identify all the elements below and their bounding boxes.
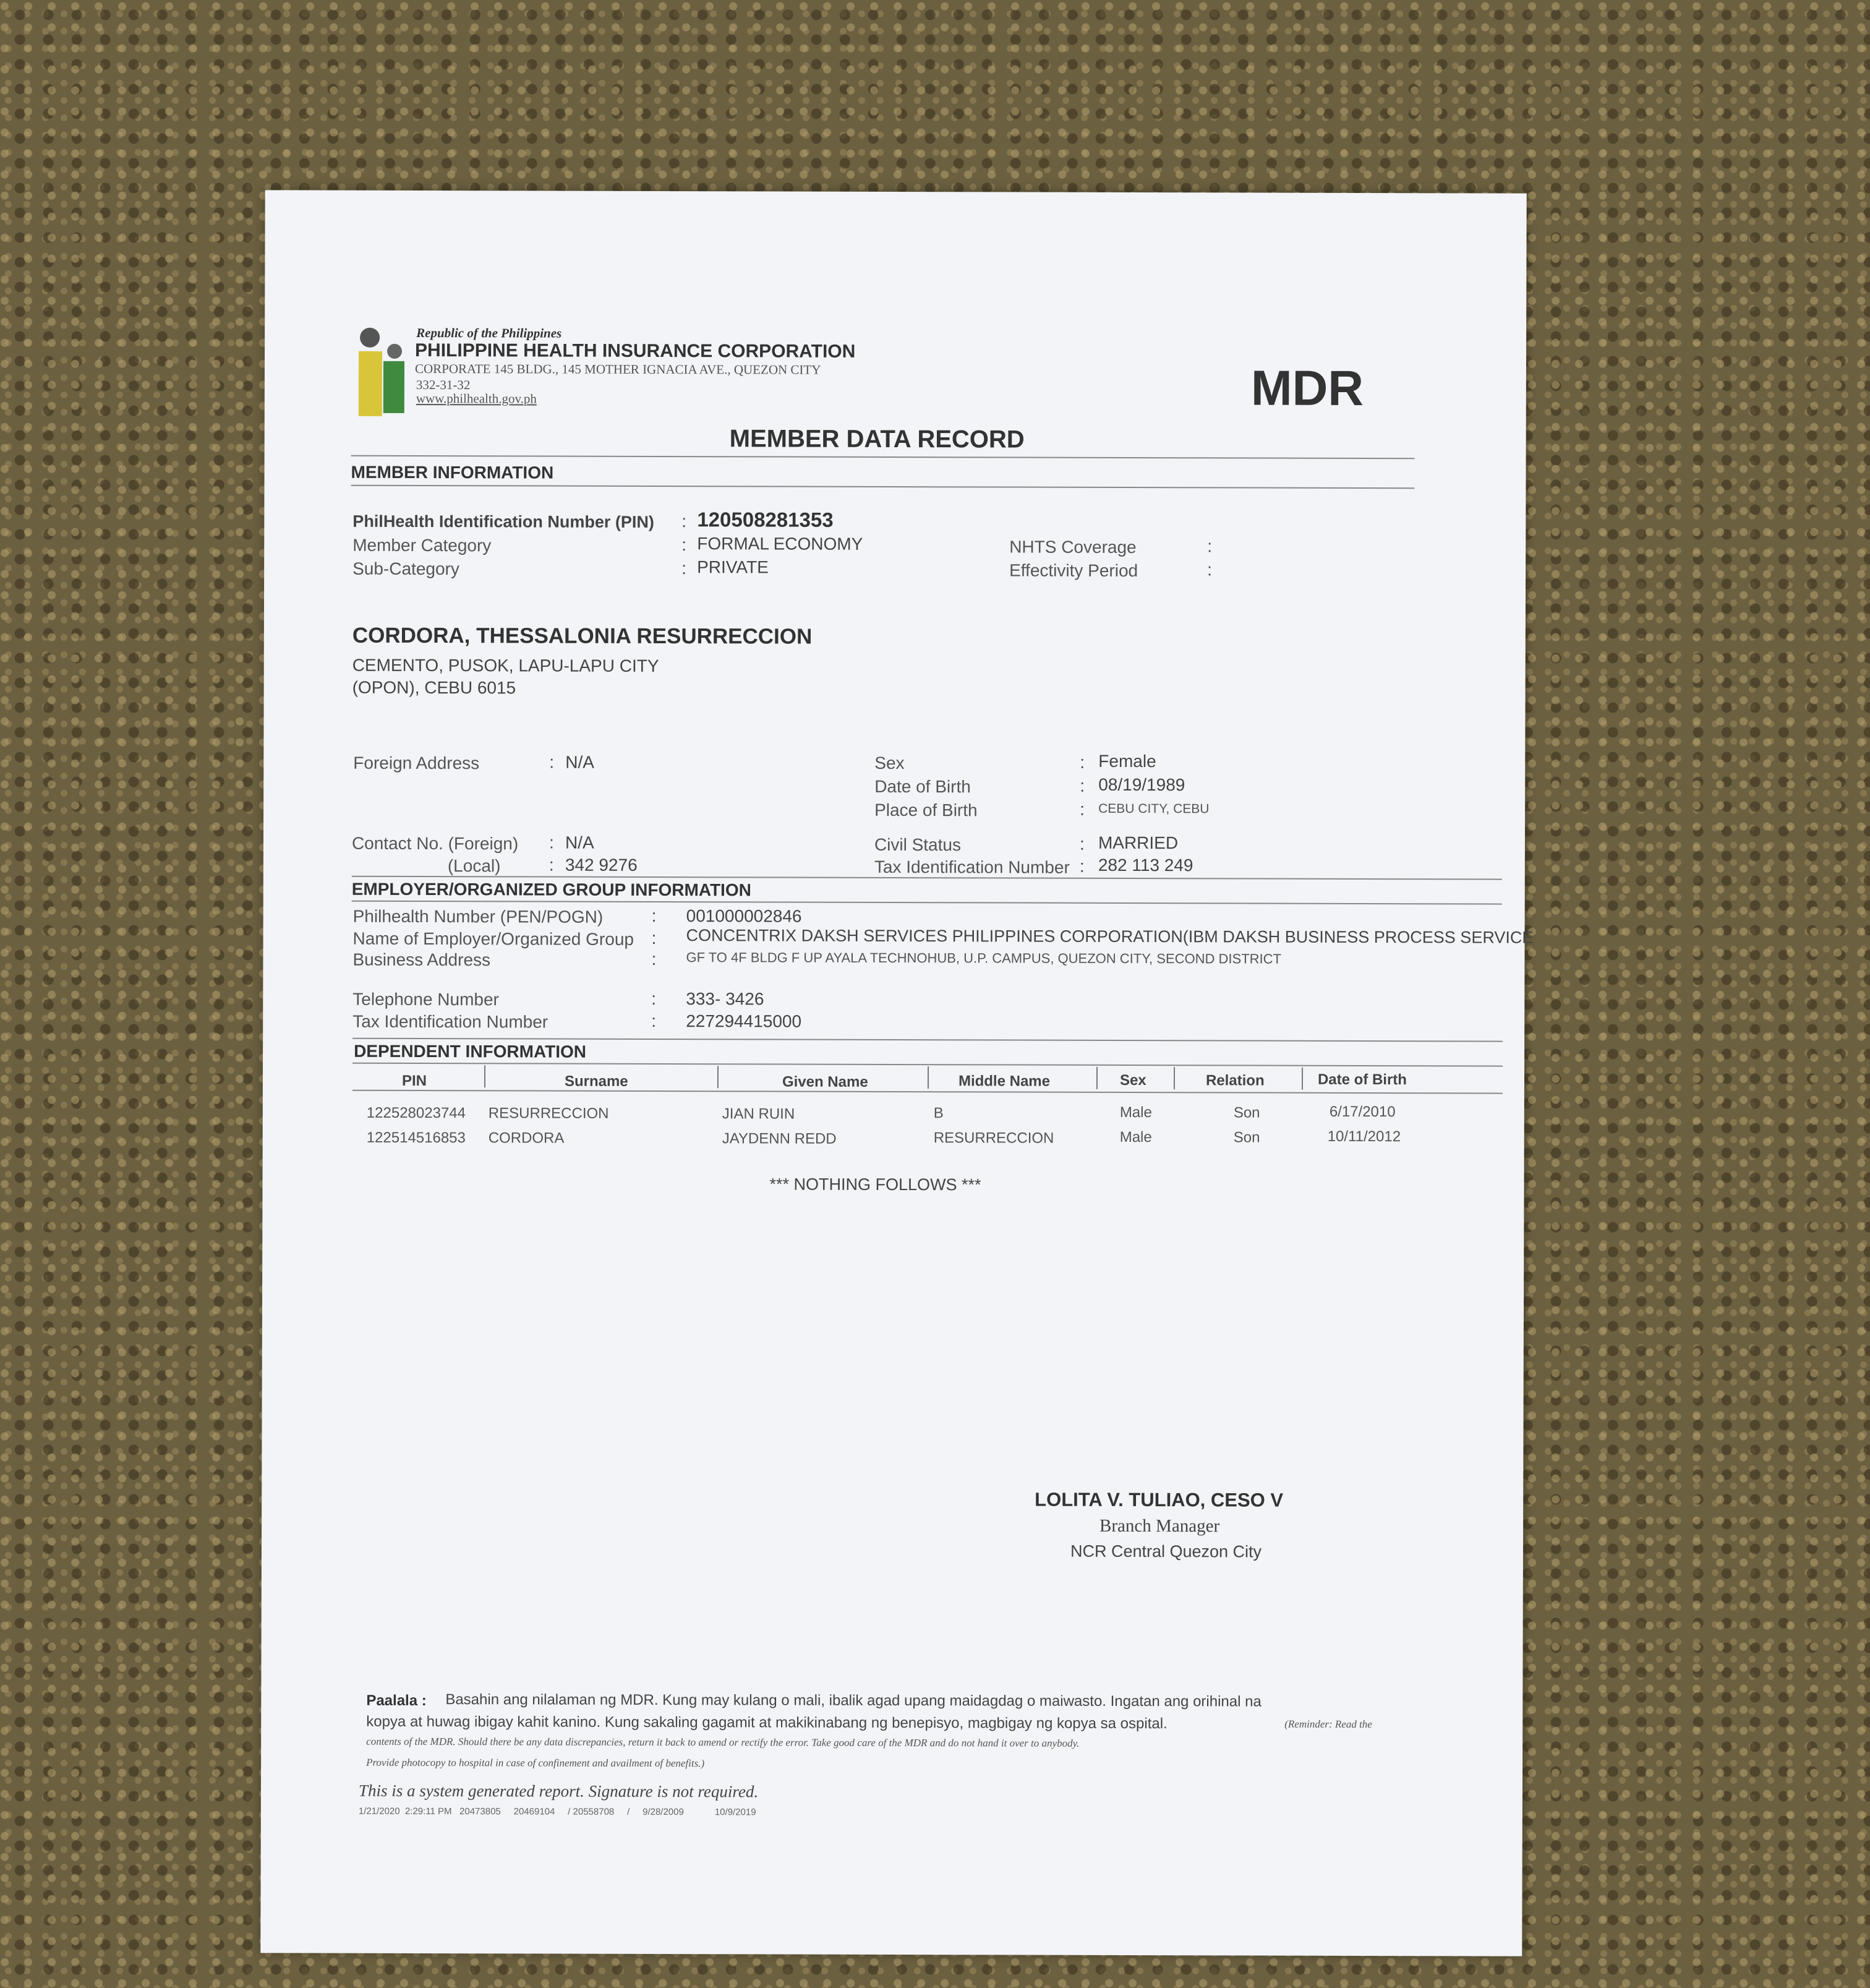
signatory-name: LOLITA V. TULIAO, CESO V [1035, 1488, 1284, 1511]
dependent-sex: Male [1119, 1128, 1152, 1146]
member-tin: 282 113 249 [1098, 855, 1193, 875]
column-header: Surname [564, 1073, 628, 1090]
subcategory-label: Sub-Category [352, 559, 459, 579]
column-divider [1096, 1067, 1098, 1089]
employer-tin-label: Tax Identification Number [352, 1011, 549, 1032]
dependent-dob: 10/11/2012 [1327, 1128, 1401, 1146]
dependent-middle-name: RESURRECCION [933, 1129, 1054, 1147]
member-address-line1: CEMENTO, PUSOK, LAPU-LAPU CITY [352, 655, 659, 676]
member-category: FORMAL ECONOMY [697, 534, 863, 554]
column-divider [928, 1066, 929, 1089]
reminder-label: Paalala : [366, 1692, 427, 1710]
dependent-given-name: JAYDENN REDD [722, 1130, 837, 1147]
column-header: Middle Name [958, 1073, 1051, 1090]
nothing-follows: *** NOTHING FOLLOWS *** [769, 1175, 981, 1194]
business-address-label: Business Address [352, 949, 491, 970]
dob-label: Date of Birth [874, 776, 971, 797]
member-pin: 120508281353 [697, 508, 834, 531]
document-page: Republic of the Philippines PHILIPPINE HEALTH INSURANCE CORPORATION CORPORATE 145 BLDG., 145 MOTHER IGNACIA AVE., QUEZON CITY 332-31-32 www.philhealth.gov.ph MDR MEMBER DATA RECORD MEMBER INFORMATION PhilHealth Identification Number (PIN) : 120508281353 Member Category : FORMAL ECONOMY Sub-Category : PRIVATE NHTS Coverage : Effectivity Period : CORDORA, THESSALONIA RESURRECCION CEMENTO, PUSOK, LAPU-LAPU CITY (OPON), CEBU 6015 Foreign Address : N/A Sex : Female Date of Birth : 08/19/1989 Place of Birth : CEBU CITY, CEBU Contact No. (Foreign) : N/A (Local) : 342 9276 Civil Status : MARRIED Tax Identification Number : 282 113 249 EMPLOYER/ORGANIZED GROUP INFORMATION Philhealth Number (PEN/POGN) : 001000002846 Name of Employer/Organized Group : CONCENTRIX DAKSH SERVICES PHILIPPINES CORPORATION(IBM DAKSH BUSINESS PROCESS SERVICE Business Address : GF TO 4F BLDG F UP AYALA TECHNOHUB, U.P. CAMPUS, QUEZON CITY, SECOND DISTRICT Telephone Number : 333- 3426 Tax Identification Number : 227294415000 DEPENDENT INFORMATION PIN Surname Given Name Middle Name Sex Relation Date of Birth 122528023744 RESURRECCION JIAN RUIN B Male Son 6/17/2010 122514516853 CORDORA JAYDENN REDD RESURRECCION Male Son 10/11/2012 *** NOTHING FOLLOWS *** LOLITA V. TULIAO, CESO V Branch Manager NCR Central Quezon City Paalala : Basahin ang nilalaman ng MDR. Kung may kulang o mali, ibalik agad upang maidagdag o maiwasto. Ingatan ang orihinal na kopya at huwag ibigay kahit kanino. Kung sakaling gagamit at makikinabang ng benepisyo, magbigay ng kopya sa ospital. (Reminder: Read the contents of the MDR. Should there be any data discrepancies, return it back to amend or rectify the error. Take good care of the MDR and do not hand it over to anybody. Provide photocopy to hospital in case of confinement and availment of benefits.) This is a system generated report. Signature is not required. 1/21/2020 2:29:11 PM 20473805 20469104 / 20558708 / 9/28/2009 10/9/2019 [260, 190, 1526, 1956]
member-tin-label: Tax Identification Number [874, 857, 1070, 877]
dependent-middle-name: B [933, 1105, 944, 1122]
dependent-surname: RESURRECCION [488, 1105, 609, 1122]
employer-pen: 001000002846 [686, 906, 802, 926]
reminder-english-3: Provide photocopy to hospital in case of confinement and availment of benefits.) [366, 1756, 705, 1770]
dependent-relation: Son [1233, 1104, 1260, 1121]
divider [351, 455, 1415, 460]
reminder-english-1: (Reminder: Read the [1284, 1718, 1372, 1731]
member-address-line2: (OPON), CEBU 6015 [352, 677, 516, 698]
category-label: Member Category [352, 535, 492, 555]
reminder-line-1: Basahin ang nilalaman ng MDR. Kung may kulang o mali, ibalik agad upang maidagdag o maiwasto. Ingatan ang orihinal na [445, 1691, 1262, 1710]
column-header: Relation [1205, 1072, 1265, 1089]
agency-website: www.philhealth.gov.ph [416, 390, 537, 406]
republic-text: Republic of the Philippines [416, 325, 562, 341]
column-divider [1174, 1067, 1175, 1089]
column-divider [484, 1065, 485, 1087]
business-address: GF TO 4F BLDG F UP AYALA TECHNOHUB, U.P. CAMPUS, QUEZON CITY, SECOND DISTRICT [686, 949, 1282, 967]
civil-status: MARRIED [1098, 833, 1179, 853]
telephone-label: Telephone Number [352, 989, 499, 1009]
nhts-label: NHTS Coverage [1009, 537, 1137, 557]
system-note: This is a system generated report. Signature is not required. [358, 1781, 759, 1801]
reminder-line-2: kopya at huwag ibigay kahit kanino. Kung sakaling gagamit at makikinabang ng benepisyo, magbigay ng kopya sa ospital. [366, 1713, 1168, 1733]
agency-address: CORPORATE 145 BLDG., 145 MOTHER IGNACIA AVE., QUEZON CITY [414, 361, 821, 377]
column-divider [717, 1066, 719, 1088]
divider [352, 1090, 1503, 1094]
member-dob: 08/19/1989 [1098, 774, 1185, 795]
dependent-heading: DEPENDENT INFORMATION [354, 1041, 587, 1061]
contact-foreign-label: Contact No. (Foreign) [351, 833, 519, 854]
dependent-relation: Son [1233, 1129, 1260, 1146]
member-sex: Female [1098, 751, 1156, 771]
contact-foreign: N/A [565, 833, 594, 852]
column-header: Sex [1119, 1071, 1146, 1089]
pob-label: Place of Birth [874, 800, 978, 820]
print-metadata: 1/21/2020 2:29:11 PM 20473805 20469104 / 20558708 / 9/28/2009 10/9/2019 [358, 1806, 756, 1818]
civil-status-label: Civil Status [874, 834, 962, 855]
employer-tin: 227294415000 [686, 1011, 802, 1031]
dependent-pin: 122528023744 [366, 1104, 466, 1122]
column-divider [1302, 1068, 1303, 1090]
column-header: Date of Birth [1317, 1071, 1407, 1089]
foreign-address: N/A [565, 752, 595, 772]
pen-label: Philhealth Number (PEN/POGN) [352, 906, 604, 927]
philhealth-logo [356, 327, 412, 419]
document-title: MEMBER DATA RECORD [729, 425, 1025, 453]
contact-local-label: (Local) [447, 856, 501, 876]
column-header: PIN [401, 1072, 427, 1090]
employer-phone: 333- 3426 [686, 989, 764, 1009]
employer-name: CONCENTRIX DAKSH SERVICES PHILIPPINES CORPORATION(IBM DAKSH BUSINESS PROCESS SERVICE [686, 926, 1534, 947]
column-header: Given Name [782, 1073, 868, 1090]
employer-heading: EMPLOYER/ORGANIZED GROUP INFORMATION [351, 879, 751, 900]
employer-name-label: Name of Employer/Organized Group [352, 928, 634, 949]
agency-name: PHILIPPINE HEALTH INSURANCE CORPORATION [415, 340, 856, 362]
contact-local: 342 9276 [565, 855, 638, 875]
reminder-english-2: contents of the MDR. Should there be any data discrepancies, return it back to amend or rectify the error. Take good care of the MDR and do not hand it over to anybody. [366, 1735, 1080, 1749]
dependent-given-name: JIAN RUIN [722, 1105, 795, 1123]
mdr-code: MDR [1250, 360, 1364, 416]
member-info-heading: MEMBER INFORMATION [351, 462, 554, 482]
member-name: CORDORA, THESSALONIA RESURRECCION [352, 623, 813, 649]
divider [352, 901, 1502, 905]
signatory-office: NCR Central Quezon City [1070, 1541, 1262, 1561]
dependent-sex: Male [1119, 1103, 1152, 1121]
dependent-pin: 122514516853 [366, 1129, 466, 1147]
sex-label: Sex [874, 753, 905, 773]
member-pob: CEBU CITY, CEBU [1098, 801, 1210, 816]
signatory-position: Branch Manager [1099, 1515, 1220, 1536]
dependent-dob: 6/17/2010 [1329, 1103, 1396, 1121]
dependent-surname: CORDORA [488, 1129, 565, 1147]
member-subcategory: PRIVATE [697, 557, 769, 577]
effectivity-label: Effectivity Period [1009, 560, 1138, 581]
divider [351, 485, 1414, 489]
pin-label: PhilHealth Identification Number (PIN) [352, 512, 654, 531]
agency-phone: 332-31-32 [416, 377, 471, 393]
foreign-address-label: Foreign Address [353, 753, 480, 773]
